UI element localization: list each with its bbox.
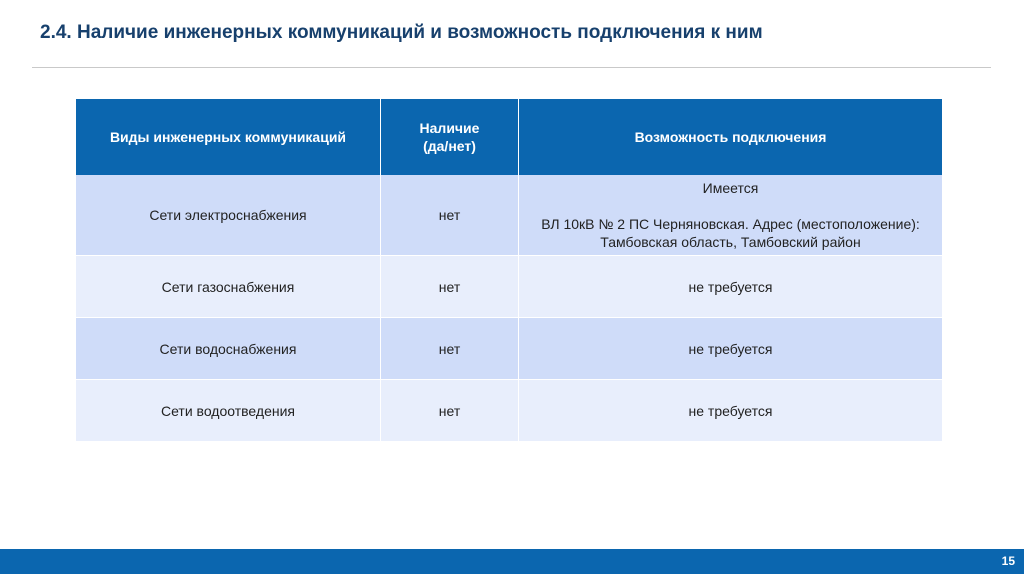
line-gap xyxy=(527,197,934,215)
page-number: 15 xyxy=(1001,554,1015,568)
table-header-row xyxy=(76,99,942,175)
table-row xyxy=(76,256,942,318)
cell-connection: не требуется xyxy=(519,256,943,318)
cell-presence: нет xyxy=(381,256,519,318)
header-presence-line1: Наличие xyxy=(419,120,480,136)
cell-utility-type: Сети водоотведения xyxy=(76,380,381,442)
connection-line1: Имеется xyxy=(702,180,759,196)
table-row xyxy=(76,380,942,442)
footer-bar xyxy=(0,549,1024,574)
header-presence-line2: (да/нет) xyxy=(423,138,476,154)
title-divider xyxy=(32,67,991,68)
table-row xyxy=(76,318,942,380)
cell-presence: нет xyxy=(381,175,519,256)
header-utility-type: Виды инженерных коммуникаций xyxy=(76,99,381,175)
header-presence xyxy=(381,99,519,175)
cell-utility-type: Сети водоснабжения xyxy=(76,318,381,380)
cell-utility-type: Сети газоснабжения xyxy=(76,256,381,318)
table-row xyxy=(76,175,942,256)
connection-line3: Тамбовская область, Тамбовский район xyxy=(600,234,861,250)
cell-connection: не требуется xyxy=(519,318,943,380)
slide-title: 2.4. Наличие инженерных коммуникаций и возможность подключения к ним xyxy=(40,22,763,43)
connection-line2: ВЛ 10кВ № 2 ПС Черняновская. Адрес (местоположение): xyxy=(541,216,920,232)
cell-connection xyxy=(519,175,943,256)
cell-presence: нет xyxy=(381,380,519,442)
cell-presence: нет xyxy=(381,318,519,380)
header-connection: Возможность подключения xyxy=(519,99,943,175)
cell-connection: не требуется xyxy=(519,380,943,442)
cell-utility-type: Сети электроснабжения xyxy=(76,175,381,256)
utilities-table xyxy=(76,99,942,442)
